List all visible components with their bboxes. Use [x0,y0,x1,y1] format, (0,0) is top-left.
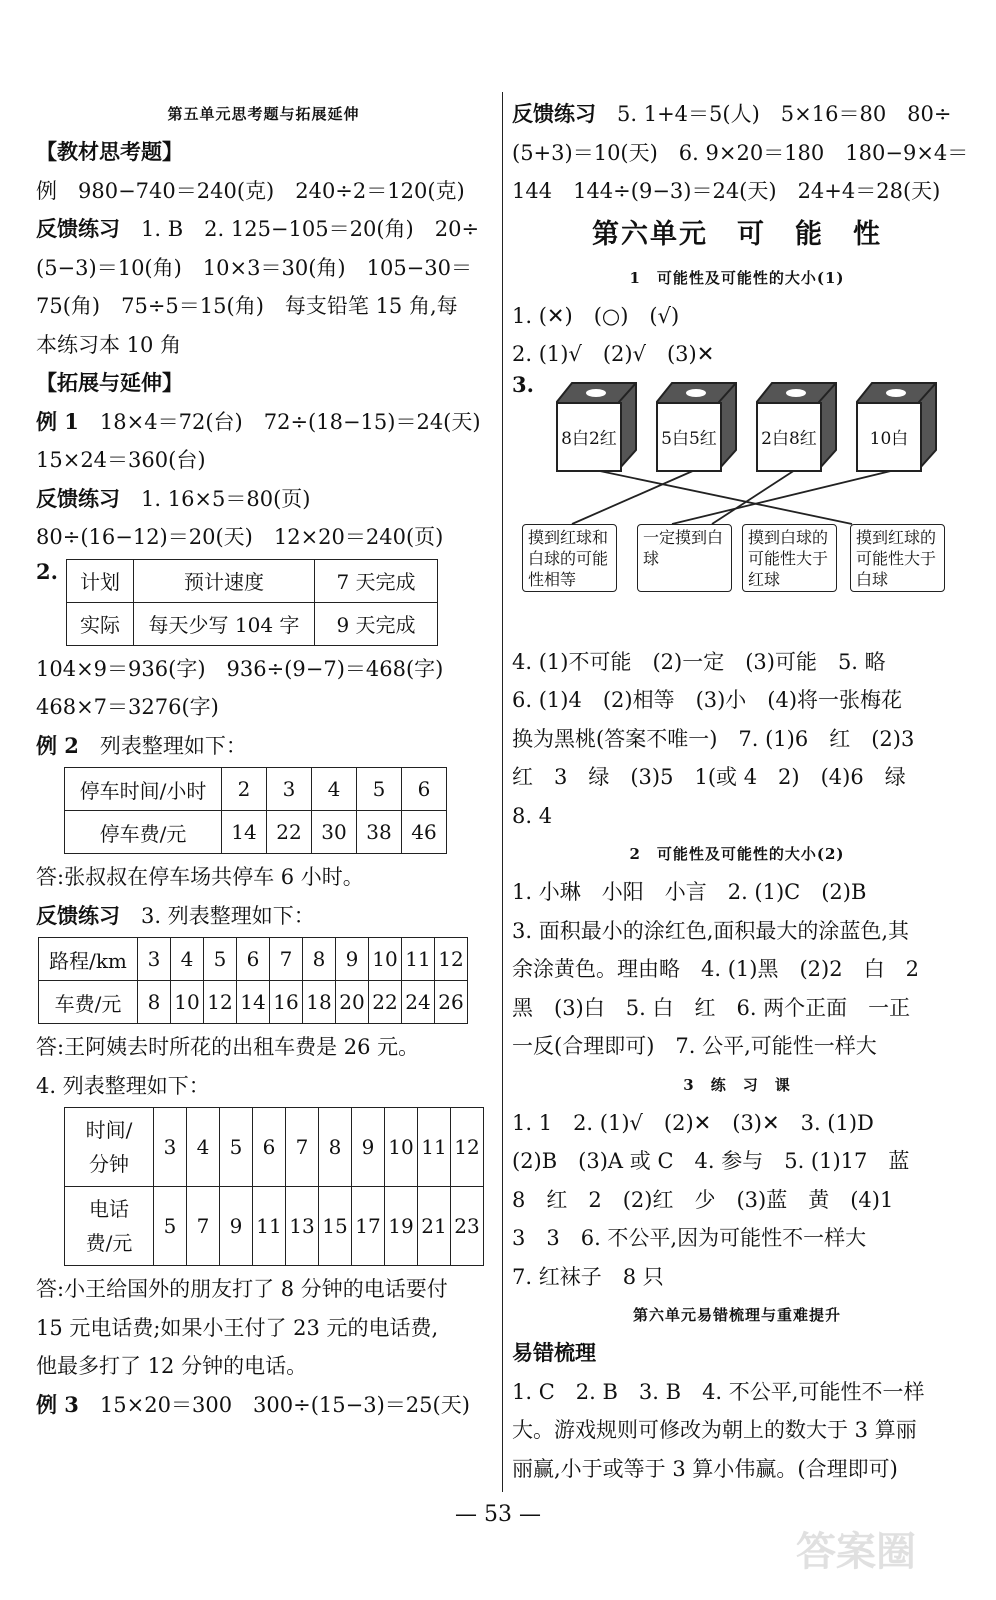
table-cell: 22 [267,811,312,854]
table-cell: 实际 [67,602,134,645]
text-line [36,480,491,519]
outcome-label: 摸到红球和白球的可能性相等 [522,524,617,592]
table-cell: 17 [352,1187,385,1266]
text-line: 1. 小琳 小阳 小言 2. (1)C (2)B [512,880,867,904]
table-cell: 2 [222,768,267,811]
table-cell: 14 [237,981,270,1024]
label-feedback: 反馈练习 [512,101,596,126]
heading-extension: 【拓展与延伸】 [36,370,183,395]
line-text: 列表整理如下： [78,733,247,758]
parking-fee-table [64,767,447,854]
table-cell: 21 [418,1187,451,1266]
heading-errors: 易错梳理 [512,1340,596,1365]
table-cell: 7 [286,1108,319,1187]
section-title: 第五单元思考题与拓展延伸 [167,105,360,123]
text-line [512,95,962,134]
table-cell: 11 [253,1187,286,1266]
text-line [36,210,491,249]
table-cell: 26 [435,981,468,1024]
text-line: 4. (1)不可能 (2)一定 (3)可能 5. 略 [512,649,886,674]
text-line: 1. (✕) (○) (√) [512,303,680,328]
header-line: 分钟 [89,1152,129,1176]
text-line: 2. (1)√ (2)√ (3)✕ [512,342,715,366]
label-feedback: 反馈练习 [36,902,120,928]
ball-box [756,382,836,470]
table-cell: 车费/元 [39,981,138,1024]
table-cell: 23 [451,1187,484,1266]
text-line: 黑 (3)白 5. 白 红 6. 两个正面 一正 [512,995,911,1020]
text-line: 104×9＝936(字) 936÷(9−7)＝468(字) [36,656,444,681]
table-cell: 46 [402,811,447,854]
label-feedback: 反馈练习 [36,216,120,241]
table-cell: 12 [451,1108,484,1187]
header-line: 时间/ [85,1118,133,1142]
text-line: 75(角) 75÷5＝15(角) 每支铅笔 15 角,每 [36,294,458,318]
table-cell: 18 [303,981,336,1024]
table-cell: 9 [220,1187,253,1266]
table-cell: 9 天完成 [315,602,438,645]
table-cell: 8 [319,1108,352,1187]
right-column [512,95,969,1488]
table-cell: 7 [187,1187,220,1266]
watermark-logo: 答案圈 [796,1529,916,1575]
text-line: 15×24＝360(台) [36,448,206,472]
text-line: 丽赢,小于或等于 3 算小伟赢。(合理即可) [512,1456,898,1481]
heading-textbook: 【教材思考题】 [36,139,183,164]
section-title: 3 练 习 课 [683,1075,791,1094]
text-line: 1. 1 2. (1)√ (2)✕ (3)✕ 3. (1)D [512,1110,874,1135]
ball-box [656,382,736,470]
table-cell: 3 [267,768,312,811]
table-cell: 3 [138,938,171,981]
ball-box [556,382,636,470]
text-line: 他最多打了 12 分钟的电话。 [36,1354,308,1378]
table-cell: 24 [402,981,435,1024]
table-cell: 12 [435,938,468,981]
table-cell: 6 [237,938,270,981]
table-cell: 停车时间/小时 [65,768,222,811]
outcome-label: 摸到白球的可能性大于红球 [742,524,837,592]
outcome-label: 一定摸到白球 [637,524,732,592]
header-line: 费/元 [85,1231,133,1255]
label-example: 例 2 [36,732,79,758]
line-text: 1. B 2. 125−105＝20(角) 20÷ [120,217,480,241]
table-cell: 5 [220,1108,253,1187]
item-number: 2. [36,558,58,584]
taxi-fare-table [38,937,468,1024]
header-line: 电话 [89,1197,129,1221]
line-text: 5. 1+4＝5(人) 5×16＝80 80÷ [596,102,952,126]
table-cell: 4 [171,938,204,981]
text-line: 144 144÷(9−3)＝24(天) 24+4＝28(天) [512,179,941,203]
line-text: 18×4＝72(台) 72÷(18−15)＝24(天) [78,409,481,434]
table-cell: 22 [369,981,402,1024]
table-cell: 8 [138,981,171,1024]
table-cell: 16 [270,981,303,1024]
text-line: 换为黑桃(答案不唯一) 7. (1)6 红 (2)3 [512,726,915,751]
text-line: 一反(合理即可) 7. 公平,可能性一样大 [512,1034,877,1058]
text-line: 1. C 2. B 3. B 4. 不公平,可能性不一样 [512,1379,925,1404]
table-cell: 4 [312,768,357,811]
table-cell: 20 [336,981,369,1024]
table-cell: 13 [286,1187,319,1266]
item-number: 3. [512,371,534,397]
text-line: (2)B (3)A 或 C 4. 参与 5. (1)17 蓝 [512,1149,910,1173]
table-cell: 3 [154,1108,187,1187]
box-label: 5白5红 [656,402,722,472]
table-cell: 11 [418,1108,451,1187]
section-title: 2 可能性及可能性的大小(2) [629,845,845,863]
table-cell: 8 [303,938,336,981]
unit-title: 第六单元 可 能 性 [592,218,882,250]
table-cell: 路程/km [39,938,138,981]
table-cell: 10 [369,938,402,981]
text-line: 答:小王给国外的朋友打了 8 分钟的电话要付 [36,1277,448,1301]
text-line: 4. 列表整理如下： [36,1073,210,1098]
table-cell: 5 [204,938,237,981]
table-cell: 7 [270,938,303,981]
table-cell: 每天少写 104 字 [134,602,315,645]
text-line [36,897,491,936]
table-cell: 4 [187,1108,220,1187]
table-cell: 计划 [67,559,134,602]
table-cell: 9 [352,1108,385,1187]
label-example: 例 3 [36,1391,79,1417]
text-line: 余涂黄色。理由略 4. (1)黑 (2)2 白 2 [512,957,919,981]
text-line: 3. 面积最小的涂红色,面积最大的涂蓝色,其 [512,918,910,943]
line-text: 1. 16×5＝80(页) [120,486,311,511]
text-line: (5−3)＝10(角) 10×3＝30(角) 105−30＝ [36,255,472,280]
table-cell: 11 [402,938,435,981]
ball-box [856,382,936,470]
text-line: 15 元电话费;如果小王付了 23 元的电话费, [36,1315,439,1340]
box-label: 8白2红 [556,402,622,472]
text-line: 7. 红袜子 8 只 [512,1264,664,1289]
box-label: 2白8红 [756,402,822,472]
table-block [36,559,491,646]
table-header-cell [65,1187,154,1266]
table-cell: 5 [154,1187,187,1266]
section-title: 1 可能性及可能性的大小(1) [629,268,845,287]
text-line: 答:张叔叔在停车场共停车 6 小时。 [36,865,364,889]
left-column [36,95,491,1424]
phone-fee-table [64,1107,484,1266]
table-cell: 9 [336,938,369,981]
table-cell: 30 [312,811,357,854]
text-line [36,403,491,442]
table-cell: 6 [253,1108,286,1187]
text-line: 80÷(16−12)＝20(天) 12×20＝240(页) [36,525,444,549]
text-line: 468×7＝3276(字) [36,695,219,719]
table-cell: 10 [385,1108,418,1187]
section-title: 第六单元易错梳理与重难提升 [632,1306,841,1324]
table-cell: 5 [357,768,402,811]
text-line: 8 红 2 (2)红 少 (3)蓝 黄 (4)1 [512,1187,894,1212]
text-line: 3 3 6. 不公平,因为可能性不一样大 [512,1226,867,1250]
table-cell: 7 天完成 [315,559,438,602]
line-text: 15×20＝300 300÷(15−3)＝25(天) [78,1392,470,1417]
table-cell: 15 [319,1187,352,1266]
text-line: 本练习本 10 角 [36,332,182,357]
text-line: 大。游戏规则可修改为朝上的数大于 3 算丽 [512,1418,917,1442]
table-cell: 6 [402,768,447,811]
table-cell: 14 [222,811,267,854]
table-cell: 12 [204,981,237,1024]
writing-plan-table [66,559,438,646]
column-divider [502,92,503,1492]
text-line [36,1386,491,1425]
box-label: 10白 [856,402,922,472]
text-line: (5+3)＝10(天) 6. 9×20＝180 180−9×4＝ [512,140,969,165]
text-line: 红 3 绿 (3)5 1(或 4 2) (4)6 绿 [512,765,906,789]
text-line: 6. (1)4 (2)相等 (3)小 (4)将一张梅花 [512,688,903,712]
label-feedback: 反馈练习 [36,485,120,511]
text-line: 8. 4 [512,803,553,828]
page-number: — 53 — [455,1502,541,1527]
text-line [36,727,491,766]
table-cell: 10 [171,981,204,1024]
text-line: 例 980−740＝240(克) 240÷2＝120(克) [36,178,465,203]
table-cell: 停车费/元 [65,811,222,854]
table-cell: 38 [357,811,402,854]
matching-diagram [512,371,962,639]
table-cell: 预计速度 [134,559,315,602]
line-text: 3. 列表整理如下： [120,903,315,928]
table-cell: 19 [385,1187,418,1266]
outcome-label: 摸到红球的可能性大于白球 [850,524,945,592]
text-line: 答:王阿姨去时所花的出租车费是 26 元。 [36,1035,420,1059]
table-header-cell [65,1108,154,1187]
label-example: 例 1 [36,408,79,434]
